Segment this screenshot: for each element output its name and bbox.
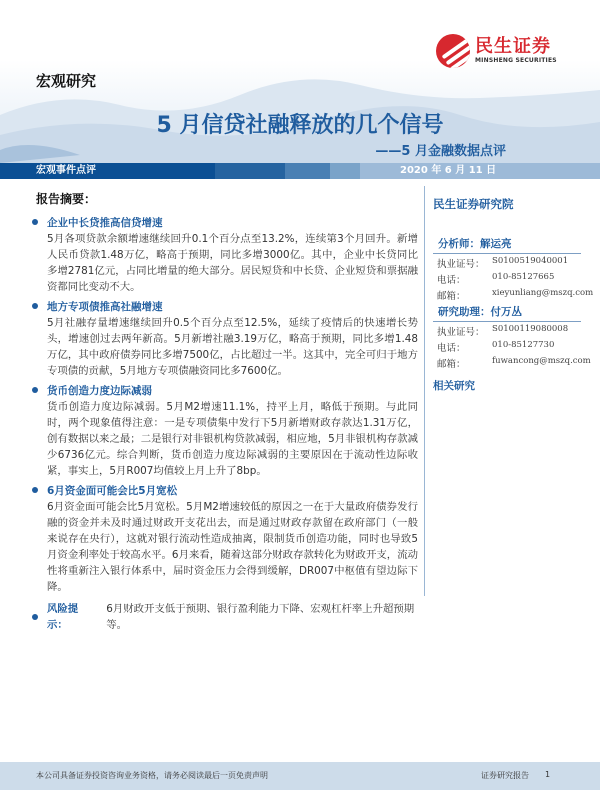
section-label: 宏观研究 [36,72,97,90]
risk-label: 风险提示： [47,603,79,631]
risk-text: 6月财政开支低于预期、银行盈利能力下降、宏观杠杆率上升超预期等。 [106,603,415,631]
logo-mark-icon [436,34,470,68]
heading-text: 6月资金面可能会比5月宽松 [47,484,178,497]
label: 执业证号： [437,327,485,338]
summary [36,190,418,633]
bullet-icon [32,614,38,620]
paragraph: 5月社融存量增速继续回升0.5个百分点至12.5%，延续了疫情后的快速增长势头，增速创过去两年新高。5月新增社融3.19万亿，略高于预期，同比多增1.48万亿，其中政府债券同比多增7500亿，占比超过一半。这其中，完全可归于地方专项债的贡献，5月地方专项债融资同比多7600亿。 [47,317,418,377]
label: 电话： [437,275,466,286]
sidebar [424,186,594,596]
email-row [437,356,591,370]
paragraph: 6月资金面可能会比5月宽松。5月M2增速较低的原因之一在于大量政府债券发行融的资金并未及时通过财政开支花出去，而是通过财政存款留在政府部门（一般来说存在央行），这就对银行流动性造成抽离，限制货币创造功能，同时也导致5月资金利率处于较高水平。6月来看，随着这部分财政存款转化为财政开支，流动性将重新注入银行体系中，届时资金压力会得到缓解，DR007中枢值有望边际下降。 [47,501,418,593]
heading-text: 地方专项债推高社融增速 [47,300,163,313]
bullet-heading [32,481,418,499]
email-row [437,288,593,302]
doc-type: 证券研究报告 [481,771,529,780]
license-row [437,256,568,270]
paragraph: 5月各项贷款余额增速继续回升0.1个百分点至13.2%，连续第3个月回升。新增人民币贷款1.48万亿，略高于预期，同比多增3000亿。其中，企业中长贷同比多增2781亿元，占同比增量的绝大部分。居民短贷和中长贷、企业短贷和票据融资都同比变动不大。 [47,233,418,293]
bullet-heading [32,213,418,231]
analyst-role: 分析师：解运亮 [433,236,581,254]
bullet-icon [32,487,38,493]
license-row [437,324,568,338]
report-category: 宏观事件点评 [36,165,96,176]
paragraph: 货币创造力度边际减弱。5月M2增速11.1%，持平上月，略低于预期。与此同时，两个现象值得注意：一是专项债集中发行下5月新增财政存款达1.31万亿，创有数据以来之最；二是银行对非银机构贷款减弱，相应地，5月非银机构存款减少6736亿元。综合判断，货币创造力度边际减弱的主要原因在于流动性边际收紧，事实上，5月R007均值较上月上升了8bp。 [47,401,418,477]
phone-row [437,272,554,286]
value: S0100119080008 [492,324,569,334]
bullet-heading [32,381,418,399]
label: 邮箱： [437,291,466,302]
risk-warning [32,601,418,633]
heading-text: 企业中长贷推高信贷增速 [47,216,163,229]
label: 邮箱： [437,359,466,370]
email-link[interactable]: xieyunliang@mszq.com [492,288,594,298]
logo-en: MINSHENG SECURITIES [475,57,557,64]
label: 电话： [437,343,466,354]
assistant-role: 研究助理：付万丛 [433,304,581,322]
logo-cn: 民生证券 [475,36,551,57]
related-research: 相关研究 [433,380,475,392]
value: 010-85127665 [492,272,555,282]
email-link[interactable]: fuwancong@mszq.com [492,356,591,366]
label: 执业证号： [437,259,485,270]
institute-name: 民生证券研究院 [433,197,514,211]
report-date: 2020 年 6 月 11 日 [400,165,497,176]
bullet-icon [32,303,38,309]
report-subtitle: ——5 月金融数据点评 [375,144,506,159]
bullet-icon [32,219,38,225]
page-number: 1 [545,770,551,779]
bullet-icon [32,387,38,393]
heading-text: 货币创造力度边际减弱 [47,384,152,397]
report-title: 5 月信贷社融释放的几个信号 [156,113,444,138]
bullet-heading [32,297,418,315]
disclaimer: 本公司具备证券投资咨询业务资格，请务必阅读最后一页免责声明 [36,771,268,780]
summary-title: 报告摘要： [36,192,97,206]
value: 010-85127730 [492,340,555,350]
footer [0,762,600,790]
value: S0100519040001 [492,256,569,266]
phone-row [437,340,554,354]
brand-logo [436,34,557,68]
